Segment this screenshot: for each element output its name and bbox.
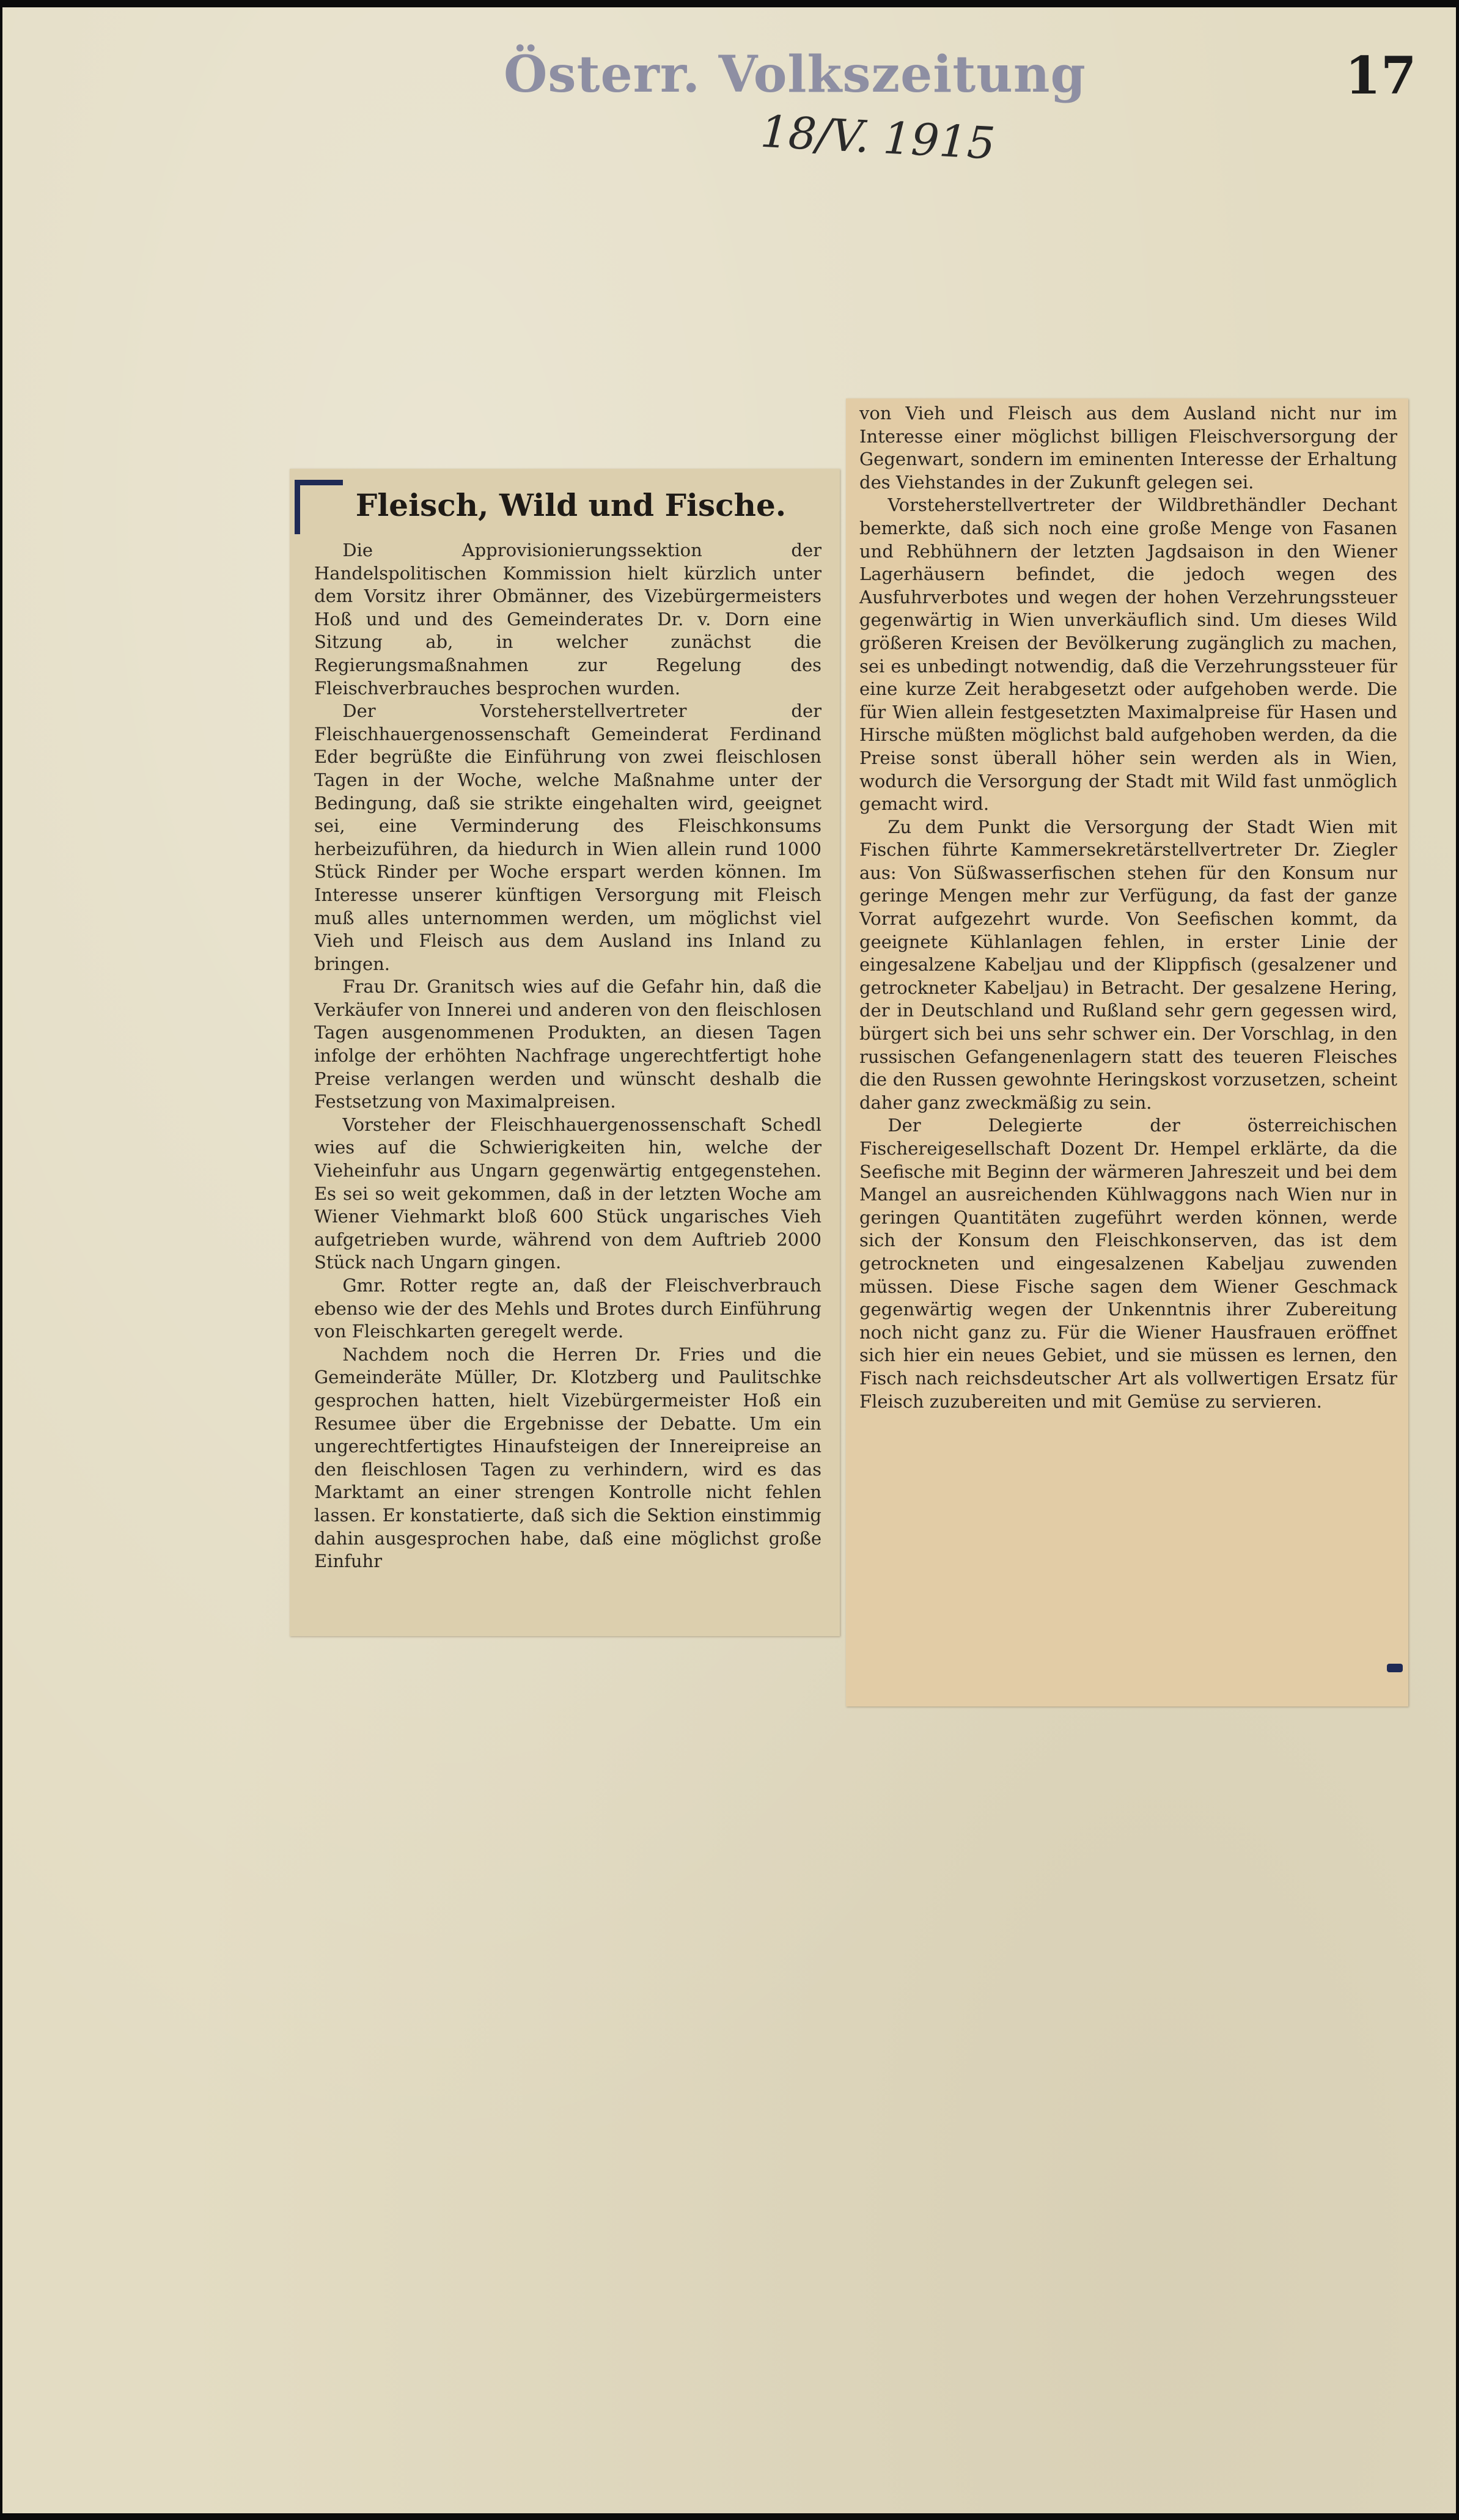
blue-pencil-mark-icon — [1387, 1664, 1403, 1672]
paragraph: Vorsteherstellvertreter der Wildbrethändler Dechant bemerkte, daß sich noch eine große Menge von Fasanen und Rebhühnern der letzten Jagdsaison in den Wiener Lagerhäusern befindet, die jedoch wegen des Ausfuhrverbotes und wegen der hohen Verzehrungssteuer gegenwärtig in Wien unverkäuflich sind. Um dieses Wild größeren Kreisen der Bevölkerung zugänglich zu machen, sei es unbedingt notwendig, daß die Verzehrungssteuer für eine kurze Zeit herabgesetzt oder aufgehoben werde. Die für Wien allein festgesetzten Maximalpreise für Hasen und Hirsche müßten möglichst bald aufgehoben werden, da die Preise sonst überall höher sein werden als in Wien, wodurch die Versorgung der Stadt mit Wild fast unmöglich gemacht wird. — [859, 494, 1397, 815]
clipping-left — [290, 469, 840, 1636]
archive-sheet — [2, 7, 1456, 2513]
page-number: 17 — [1345, 45, 1417, 106]
paragraph: Vorsteher der Fleischhauergenossenschaft Schedl wies auf die Schwierigkeiten hin, welche der Vieheinfuhr aus Ungarn gegenwärtig entgegenstehen. Es sei so weit gekommen, daß in der letzten Woche am Wiener Viehmarkt bloß 600 Stück ungarisches Vieh aufgetrieben wurde, während von dem Auftrieb 2000 Stück nach Ungarn gingen. — [314, 1114, 821, 1273]
newspaper-stamp: Österr. Volkszeitung — [504, 45, 1086, 104]
paragraph: Die Approvisionierungssektion der Handelspolitischen Kommission hielt kürzlich unter dem Vorsitz ihrer Obmänner, des Vizebürgermeisters Hoß und und des Gemeinderates Dr. v. Dorn eine Sitzung ab, in welcher zunächst die Regierungsmaßnahmen zur Regelung des Fleischverbrauches besprochen wurden. — [314, 540, 821, 699]
paragraph: Frau Dr. Granitsch wies auf die Gefahr hin, daß die Verkäufer von Innerei und anderen von den fleischlosen Tagen ausgenommenen Produkten, an diesen Tagen infolge der erhöhten Nachfrage ungerechtfertigt hohe Preise verlangen werden und wünscht deshalb die Festsetzung von Maximalpreisen. — [314, 976, 821, 1112]
paragraph: Zu dem Punkt die Versorgung der Stadt Wien mit Fischen führte Kammersekretärstellvertreter Dr. Ziegler aus: Von Süßwasserfischen stehen für den Konsum nur geringe Mengen mehr zur Verfügung, da fast der ganze Vorrat aufgezehrt wurde. Von Seefischen kommt, da geeignete Kühlanlagen fehlen, in erster Linie der eingesalzene Kabeljau und der Klippfisch (gesalzener und getrockneter Kabeljau) in Betracht. Der gesalzene Hering, der in Deutschland und Rußland sehr gern gegessen wird, bürgert sich bei uns sehr schwer ein. Der Vorschlag, in den russischen Gefangenenlagern statt des teueren Fleisches die den Russen gewohnte Heringskost vorzusetzen, scheint daher ganz zweckmäßig zu sein. — [859, 816, 1397, 1113]
paragraph: Nachdem noch die Herren Dr. Fries und die Gemeinderäte Müller, Dr. Klotzberg und Paulitschke gesprochen hatten, hielt Vizebürgermeister Hoß ein Resumee über die Ergebnisse der Debatte. Um ein ungerechtfertigtes Hinaufsteigen der Innereipreise an den fleischlosen Tagen zu verhindern, wird es das Marktamt an einer strengen Kontrolle nicht fehlen lassen. Er konstatierte, daß sich die Sektion einstimmig dahin ausgesprochen habe, daß eine möglichst große Einfuhr — [314, 1343, 821, 1572]
paragraph: Der Vorsteherstellvertreter der Fleischhauergenossenschaft Gemeinderat Ferdinand Eder begrüßte die Einführung von zwei fleischlosen Tagen in der Woche, welche Maßnahme unter der Bedingung, daß sie strikte eingehalten wird, geeignet sei, eine Verminderung des Fleischkonsums herbeizuführen, da hiedurch in Wien allein rund 1000 Stück Rinder per Woche erspart werden können. Im Interesse unserer künftigen Versorgung mit Fleisch muß alles unternommen werden, um möglichst viel Vieh und Fleisch aus dem Ausland ins Inland zu bringen. — [314, 700, 821, 974]
paragraph: Der Delegierte der österreichischen Fischereigesellschaft Dozent Dr. Hempel erklärte, da die Seefische mit Beginn der wärmeren Jahreszeit und bei dem Mangel an ausreichenden Kühlwaggons nach Wien nur in geringen Quantitäten zugeführt werden können, werde sich der Konsum den Fleischkonserven, das ist dem getrockneten und eingesalzenen Kabeljau zuwenden müssen. Diese Fische sagen dem Wiener Geschmack gegenwärtig wegen der Unkenntnis ihrer Zubereitung noch nicht ganz zu. Für die Wiener Hausfrauen eröffnet sich hier ein neues Gebiet, und sie müssen es lernen, den Fisch nach reichsdeutscher Art als vollwertigen Ersatz für Fleisch zuzubereiten und mit Gemüse zu servieren. — [859, 1115, 1397, 1412]
paragraph: Gmr. Rotter regte an, daß der Fleischverbrauch ebenso wie der des Mehls und Brotes durch Einführung von Fleischkarten geregelt werde. — [314, 1275, 821, 1342]
article-title: Fleisch, Wild und Fische. — [355, 487, 787, 523]
left-column — [314, 539, 821, 1573]
handwritten-date: 18/V. 1915 — [759, 105, 997, 169]
right-column — [859, 402, 1397, 1413]
clipping-right — [846, 399, 1408, 1706]
paragraph: von Vieh und Fleisch aus dem Ausland nicht nur im Interesse einer möglichst billigen Fleischversorgung der Gegenwart, sondern im eminenten Interesse der Erhaltung des Viehstandes in der Zukunft gelegen sei. — [859, 403, 1397, 493]
